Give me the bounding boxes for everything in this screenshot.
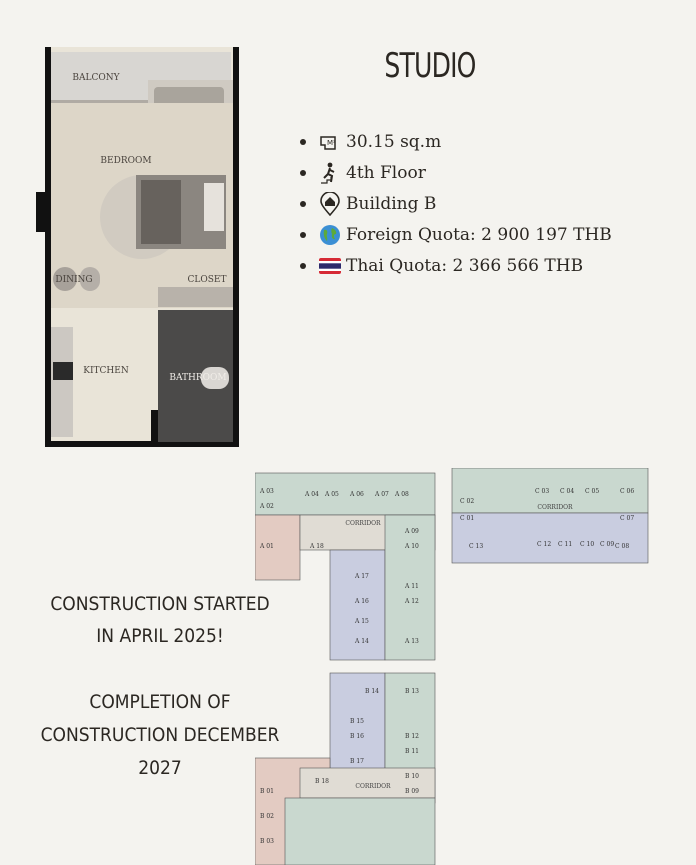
bullet <box>300 201 306 207</box>
bedroom-label: BEDROOM <box>100 156 152 166</box>
unit-label: A 07 <box>375 491 389 498</box>
spec-floor-text: 4th Floor <box>346 162 426 183</box>
unit-label: C 10 <box>580 541 595 548</box>
construction-started-line-1: CONSTRUCTION STARTED <box>50 593 270 615</box>
bullet <box>300 139 306 145</box>
unit-label: B 09 <box>405 788 419 795</box>
studio-floor-plan <box>36 42 246 452</box>
unit-label: A 06 <box>350 491 364 498</box>
spec-foreign-quota <box>300 219 612 250</box>
closet-label: CLOSET <box>187 275 227 285</box>
corridor-label-a: CORRIDOR <box>345 520 381 527</box>
completion-line-1: COMPLETION OF <box>89 691 231 713</box>
spec-floor <box>300 157 612 188</box>
unit-label: B 10 <box>405 773 419 780</box>
unit-label: B 02 <box>260 813 274 820</box>
unit-label: C 08 <box>615 543 630 550</box>
unit-label: A 01 <box>260 543 274 550</box>
spec-building <box>300 188 612 219</box>
unit-label: B 14 <box>365 688 379 695</box>
unit-label: A 04 <box>305 491 319 498</box>
unit-label: B 01 <box>260 788 274 795</box>
unit-label: A 15 <box>355 618 369 625</box>
corridor-label-c: CORRIDOR <box>537 504 573 511</box>
unit-label: C 13 <box>469 543 484 550</box>
unit-label: B 13 <box>405 688 419 695</box>
unit-label: C 01 <box>460 515 475 522</box>
unit-label: A 18 <box>310 543 324 550</box>
construction-started-line-2: IN APRIL 2025! <box>96 625 224 647</box>
unit-label: A 14 <box>355 638 369 645</box>
home-pin-icon <box>318 192 342 216</box>
unit-label: B 03 <box>260 838 274 845</box>
kitchen-label: KITCHEN <box>83 366 129 376</box>
page-title: STUDIO <box>384 46 476 86</box>
block-c-bottom <box>452 513 648 563</box>
unit-label: C 09 <box>600 541 615 548</box>
unit-label: A 17 <box>355 573 369 580</box>
unit-label: B 18 <box>315 778 329 785</box>
spec-area <box>300 126 612 157</box>
unit-label: C 11 <box>558 541 573 548</box>
unit-label: C 05 <box>585 488 600 495</box>
bullet <box>300 263 306 269</box>
globe-icon <box>318 223 342 247</box>
completion-line-2: CONSTRUCTION DECEMBER <box>40 724 280 746</box>
bullet <box>300 232 306 238</box>
unit-label: A 16 <box>355 598 369 605</box>
spec-foreign-quota-text: Foreign Quota: 2 900 197 THB <box>346 224 612 245</box>
unit-label: C 03 <box>535 488 550 495</box>
unit-label: A 02 <box>260 503 274 510</box>
bathroom-label: BATHROOM <box>169 373 227 383</box>
unit-label: B 15 <box>350 718 364 725</box>
unit-label: C 07 <box>620 515 635 522</box>
corridor-label-b: CORRIDOR <box>355 783 391 790</box>
unit-label: C 02 <box>460 498 475 505</box>
thai-flag-icon <box>318 254 342 278</box>
unit-label: A 10 <box>405 543 419 550</box>
balcony-label: BALCONY <box>72 73 120 83</box>
unit-label: B 17 <box>350 758 364 765</box>
building-floor-plans <box>255 468 653 865</box>
unit-label: A 03 <box>260 488 274 495</box>
block-b-bottom <box>285 798 435 865</box>
unit-label: A 11 <box>405 583 419 590</box>
unit-label: A 12 <box>405 598 419 605</box>
unit-label: B 12 <box>405 733 419 740</box>
stairs-person-icon <box>318 161 342 185</box>
unit-label: A 05 <box>325 491 339 498</box>
unit-label: B 11 <box>405 748 419 755</box>
spec-thai-quota <box>300 250 612 281</box>
unit-label: C 06 <box>620 488 635 495</box>
building-plan-shapes <box>255 468 648 865</box>
completion-line-3: 2027 <box>138 757 182 779</box>
unit-label: A 09 <box>405 528 419 535</box>
svg-text:M²: M² <box>327 138 336 147</box>
unit-label: A 08 <box>395 491 409 498</box>
unit-label: C 04 <box>560 488 575 495</box>
spec-list <box>300 126 612 281</box>
dining-label: DINING <box>55 275 93 285</box>
area-icon <box>318 130 342 154</box>
spec-thai-quota-text: Thai Quota: 2 366 566 THB <box>346 255 584 276</box>
spec-building-text: Building B <box>346 193 437 214</box>
unit-label: C 12 <box>537 541 552 548</box>
spec-area-text: 30.15 sq.m <box>346 131 442 152</box>
bullet <box>300 170 306 176</box>
unit-label: B 16 <box>350 733 364 740</box>
unit-label: A 13 <box>405 638 419 645</box>
